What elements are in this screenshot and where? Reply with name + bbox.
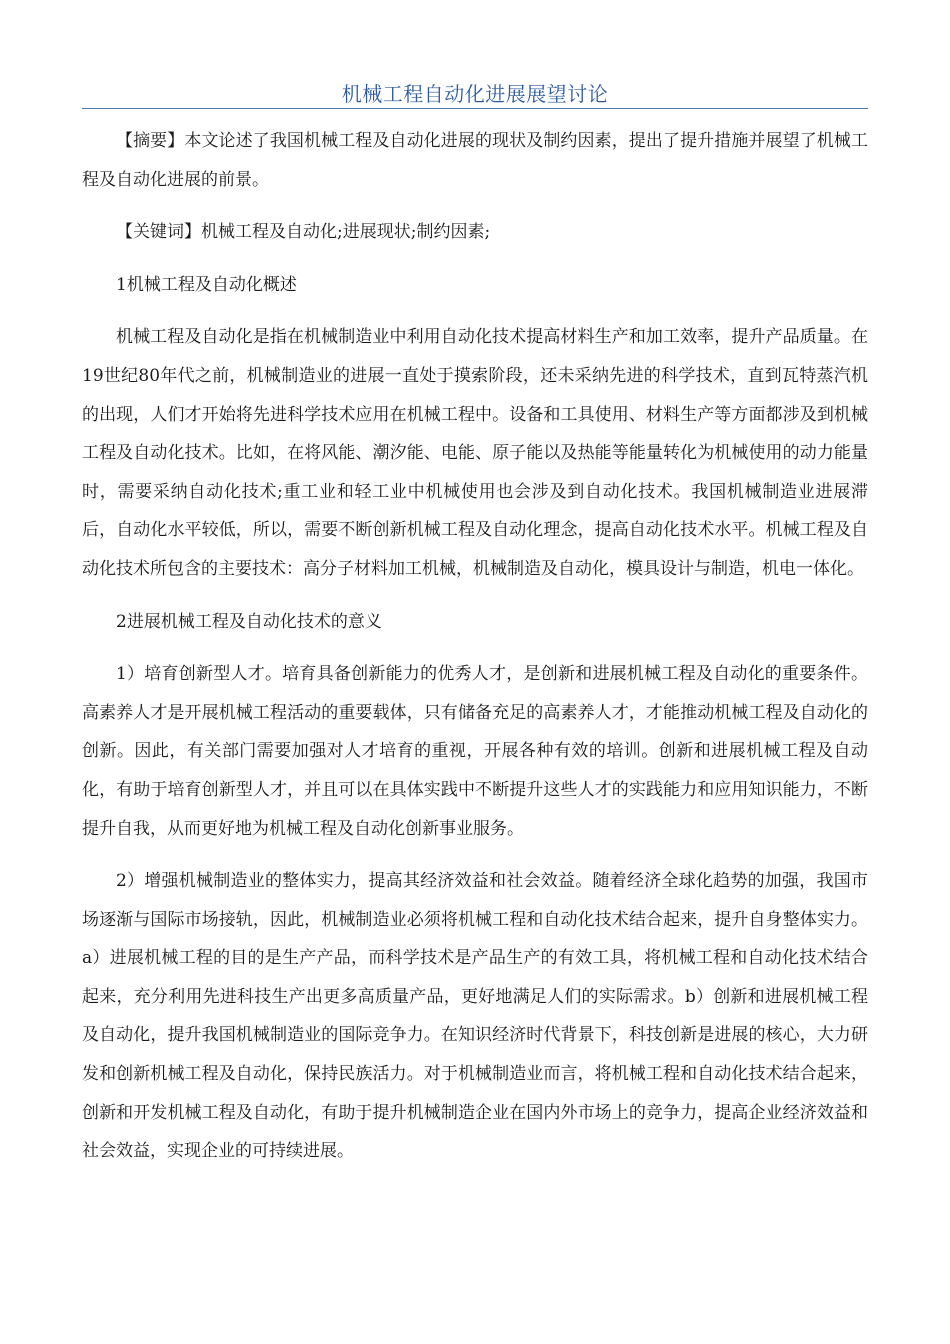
keywords-paragraph: 【关键词】机械工程及自动化;进展现状;制约因素; [116, 222, 491, 243]
section-heading-1: 1机械工程及自动化概述 [116, 274, 297, 295]
abstract-paragraph: 【摘要】本文论述了我国机械工程及自动化进展的现状及制约因素，提出了提升措施并展望了机械工程及自动化进展的前景。 [82, 131, 868, 190]
document-body [82, 122, 868, 1185]
title-underline [82, 108, 868, 109]
body-paragraph: 1）培育创新型人才。培育具备创新能力的优秀人才，是创新和进展机械工程及自动化的重要条件。高素养人才是开展机械工程活动的重要载体，只有储备充足的高素养人才，才能推动机械工程及自动化的创新。因此，有关部门需要加强对人才培育的重视，开展各种有效的培训。创新和进展机械工程及自动化，有助于培育创新型人才，并且可以在具体实践中不断提升这些人才的实践能力和应用知识能力，不断提升自我，从而更好地为机械工程及自动化创新事业服务。 [82, 664, 868, 839]
body-paragraph: 机械工程及自动化是指在机械制造业中利用自动化技术提高材料生产和加工效率，提升产品质量。在19世纪80年代之前，机械制造业的进展一直处于摸索阶段，还未采纳先进的科学技术，直到瓦特蒸汽机的出现，人们才开始将先进科学技术应用在机械工程中。设备和工具使用、材料生产等方面都涉及到机械工程及自动化技术。比如，在将风能、潮汐能、电能、原子能以及热能等能量转化为机械使用的动力能量时，需要采纳自动化技术;重工业和轻工业中机械使用也会涉及到自动化技术。我国机械制造业进展滞后，自动化水平较低，所以，需要不断创新机械工程及自动化理念，提高自动化技术水平。机械工程及自动化技术所包含的主要技术：高分子材料加工机械，机械制造及自动化，模具设计与制造，机电一体化。 [82, 327, 868, 579]
body-paragraph: 2）增强机械制造业的整体实力，提高其经济效益和社会效益。随着经济全球化趋势的加强，我国市场逐渐与国际市场接轨，因此，机械制造业必须将机械工程和自动化技术结合起来，提升自身整体实力。a）进展机械工程的目的是生产产品，而科学技术是产品生产的有效工具，将机械工程和自动化技术结合起来，充分利用先进科技生产出更多高质量产品，更好地满足人们的实际需求。b）创新和进展机械工程及自动化，提升我国机械制造业的国际竞争力。在知识经济时代背景下，科技创新是进展的核心，大力研发和创新机械工程及自动化，保持民族活力。对于机械制造业而言，将机械工程和自动化技术结合起来，创新和开发机械工程及自动化，有助于提升机械制造企业在国内外市场上的竞争力，提高企业经济效益和社会效益，实现企业的可持续进展。 [82, 871, 868, 1162]
document-title: 机械工程自动化进展展望讨论 [341, 82, 609, 106]
section-heading-2: 2进展机械工程及自动化技术的意义 [116, 611, 382, 632]
